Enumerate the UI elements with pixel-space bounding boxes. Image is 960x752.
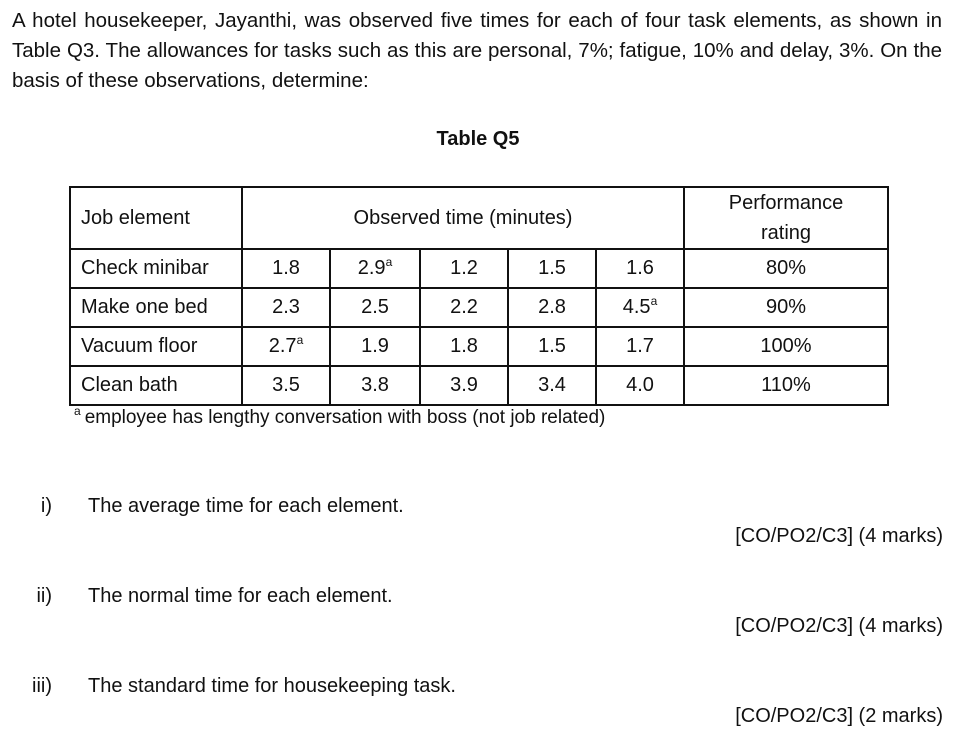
table-title: Table Q5	[436, 128, 520, 150]
observed-time-cell: 1.8	[420, 327, 508, 366]
observed-time-cell: 2.2	[420, 288, 508, 327]
question-marks: [CO/PO2/C3] (2 marks)	[735, 705, 943, 727]
observed-time-cell: 1.2	[420, 249, 508, 288]
observed-time-cell: 3.4	[508, 366, 596, 405]
observed-time-cell: 3.8	[330, 366, 420, 405]
question-intro: A hotel housekeeper, Jayanthi, was observed five times for each of four task elements, as shown in Table Q3. The allowances for tasks such as this are personal, 7%; fatigue, 10% and delay, 3%. On the basis of these observations, determine:	[12, 9, 942, 92]
observed-time-cell: 1.9	[330, 327, 420, 366]
row-element: Check minibar	[70, 249, 242, 288]
observed-time-cell: 2.9$^a$	[330, 249, 420, 288]
footnote-mark: a	[74, 404, 81, 418]
performance-rating-cell: 80%	[684, 249, 888, 288]
question-number: i)	[40, 495, 52, 517]
header-performance-line2: rating	[760, 222, 812, 244]
question-text: The standard time for housekeeping task.	[88, 675, 456, 697]
header-observed-time: Observed time (minutes)	[242, 187, 684, 249]
observed-time-cell: 2.7$^a$	[242, 327, 330, 366]
question-text: The average time for each element.	[88, 495, 404, 517]
observed-time-cell: 3.9	[420, 366, 508, 405]
observed-time-cell: 1.6	[596, 249, 684, 288]
observed-time-cell: 1.5	[508, 327, 596, 366]
table-row	[70, 327, 888, 366]
observed-time-cell: 2.5	[330, 288, 420, 327]
observed-time-cell: 1.5	[508, 249, 596, 288]
header-job-element: Job element	[70, 187, 242, 249]
table-row	[70, 249, 888, 288]
table-footnote	[74, 405, 605, 431]
performance-rating-cell: 100%	[684, 327, 888, 366]
row-element: Clean bath	[70, 366, 242, 405]
performance-rating-cell: 110%	[684, 366, 888, 405]
observed-time-cell: 4.5$^a$	[596, 288, 684, 327]
performance-rating-cell: 90%	[684, 288, 888, 327]
observed-time-cell: 2.8	[508, 288, 596, 327]
observed-time-cell: 4.0	[596, 366, 684, 405]
question-text: The normal time for each element.	[88, 585, 393, 607]
table-header-row	[70, 187, 888, 249]
observed-time-cell: 2.3	[242, 288, 330, 327]
question-number: ii)	[36, 585, 52, 607]
header-performance-line1: Performance	[728, 192, 844, 214]
observation-table	[69, 186, 889, 406]
table-row	[70, 288, 888, 327]
table-row	[70, 366, 888, 405]
observed-time-cell: 1.7	[596, 327, 684, 366]
footnote-text: employee has lengthy conversation with boss (not job related)	[84, 407, 606, 428]
observed-time-cell: 3.5	[242, 366, 330, 405]
header-performance-rating	[684, 187, 888, 249]
observed-time-cell: 1.8	[242, 249, 330, 288]
row-element: Vacuum floor	[70, 327, 242, 366]
question-marks: [CO/PO2/C3] (4 marks)	[735, 615, 943, 637]
row-element: Make one bed	[70, 288, 242, 327]
question-number: iii)	[32, 675, 52, 697]
question-marks: [CO/PO2/C3] (4 marks)	[735, 525, 943, 547]
